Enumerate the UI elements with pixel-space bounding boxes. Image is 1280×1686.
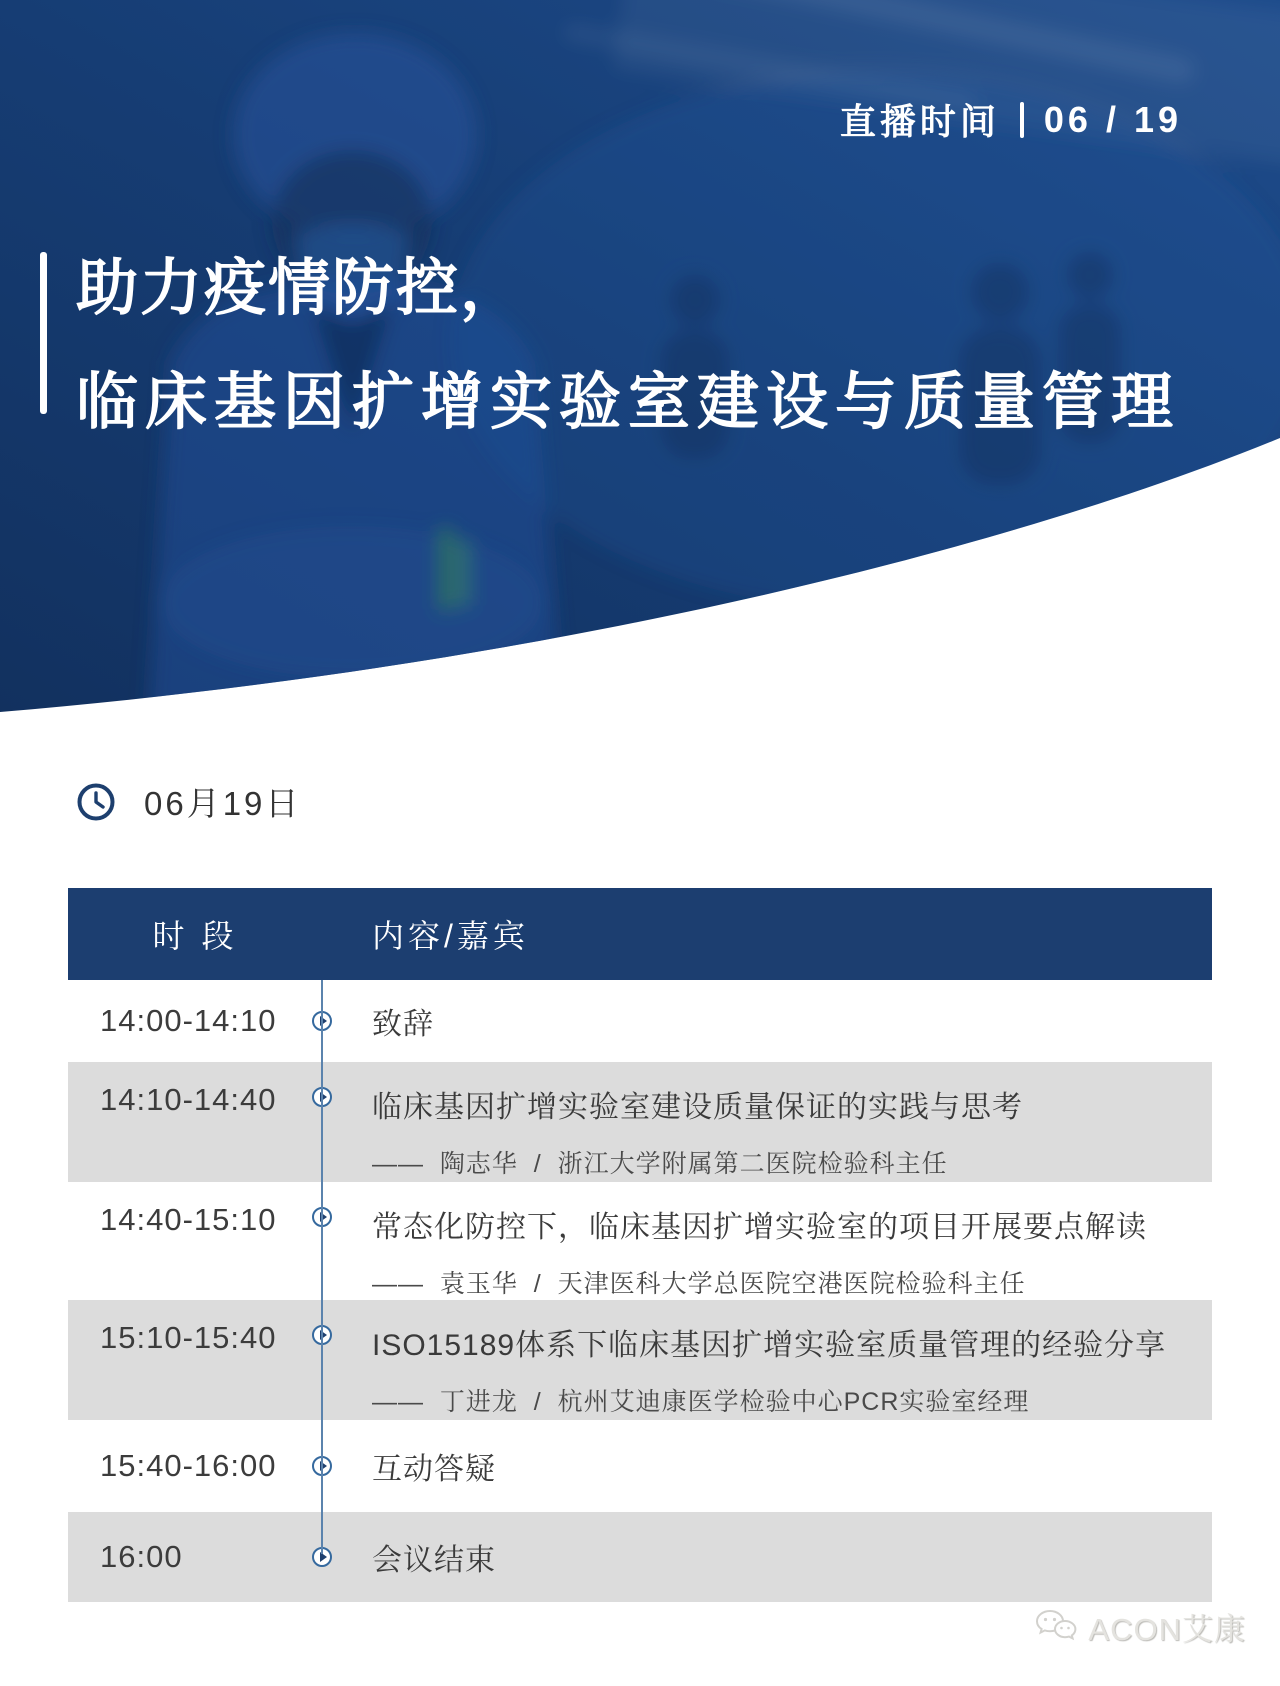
- broadcast-date: 06 / 19: [1043, 98, 1182, 140]
- brand-watermark: [1032, 1604, 1246, 1649]
- broadcast-time: [840, 94, 1182, 145]
- session-title: ISO15189体系下临床基因扩增实验室质量管理的经验分享: [372, 1329, 1167, 1362]
- agenda-body: [68, 980, 1212, 1602]
- session-title: 临床基因扩增实验室建设质量保证的实践与思考: [372, 1091, 1023, 1124]
- agenda-date-label: 06月19日: [144, 785, 302, 822]
- agenda-header-row: [68, 888, 1212, 980]
- session-title: 常态化防控下，临床基因扩增实验室的项目开展要点解读: [372, 1211, 1147, 1244]
- page-title-line1: 助力疫情防控，: [76, 254, 525, 323]
- session-time: 14:40-15:10: [100, 1202, 277, 1237]
- brand-watermark-text: ACON艾康: [1088, 1612, 1246, 1647]
- session-title: 互动答疑: [372, 1453, 496, 1486]
- session-speaker: —— 袁玉华 / 天津医科大学总医院空港医院检验科主任: [372, 1270, 1026, 1298]
- agenda-row-1: [68, 980, 1212, 1062]
- hero-banner: [0, 0, 1280, 720]
- agenda-table: [68, 888, 1212, 1602]
- column-header-content: 内容/嘉宾: [372, 918, 529, 954]
- wechat-icon: [1032, 1607, 1080, 1647]
- title-accent-bar: [40, 252, 47, 414]
- page-title-line2: 临床基因扩增实验室建设与质量管理: [76, 368, 1181, 437]
- session-speaker: —— 丁进龙 / 杭州艾迪康医学检验中心PCR实验室经理: [372, 1388, 1030, 1416]
- column-header-time: 时 段: [152, 918, 238, 954]
- session-time: 16:00: [100, 1539, 183, 1574]
- session-speaker: —— 陶志华 / 浙江大学附属第二医院检验科主任: [372, 1150, 948, 1178]
- session-title: 致辞: [372, 1008, 434, 1041]
- session-time: 15:40-16:00: [100, 1448, 277, 1483]
- agenda-row-2: [68, 1062, 1212, 1182]
- agenda-row-5: [68, 1420, 1212, 1512]
- session-time: 15:10-15:40: [100, 1320, 277, 1355]
- session-time: 14:10-14:40: [100, 1082, 277, 1117]
- broadcast-label: 直播时间: [839, 101, 1000, 142]
- agenda-row-3: [68, 1182, 1212, 1300]
- separator-bar: [1020, 102, 1024, 138]
- agenda-date-row: [76, 778, 301, 825]
- agenda-row-4: [68, 1300, 1212, 1420]
- session-time: 14:00-14:10: [100, 1003, 277, 1038]
- session-title: 会议结束: [372, 1544, 496, 1577]
- clock-icon: [76, 782, 116, 822]
- agenda-row-6: [68, 1512, 1212, 1602]
- timeline-line: [321, 980, 323, 1554]
